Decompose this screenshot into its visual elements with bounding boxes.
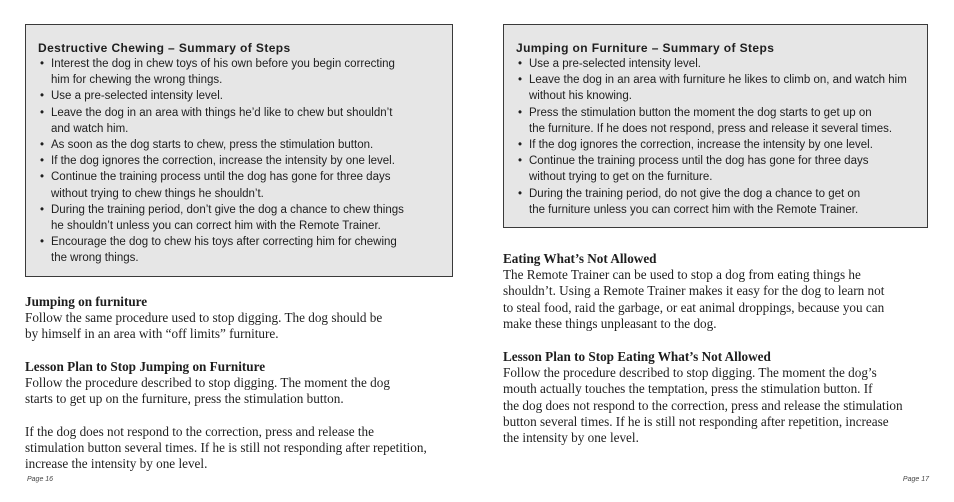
section-heading: Eating What’s Not Allowed: [503, 251, 657, 266]
destructive-chewing-summary-box: [25, 24, 453, 277]
page-number: Page 16: [27, 476, 54, 483]
section-body: The Remote Trainer can be used to stop a dog from eating things he shouldn’t. Using a Remote Trainer makes it easy for the dog to learn not to steal food, raid the garbage, or eat animal droppings, because you can make these things unpleasant to the dog.: [503, 267, 885, 331]
summary-step: • Interest the dog in chew toys of his own before you begin correcting him for chewing the wrong things.: [38, 56, 444, 88]
summary-step: • If the dog ignores the correction, increase the intensity by one level.: [38, 153, 444, 169]
section-heading: Lesson Plan to Stop Eating What’s Not Allowed: [503, 349, 771, 364]
summary-title: Destructive Chewing – Summary of Steps: [38, 41, 291, 55]
summary-step: • Press the stimulation button the moment the dog starts to get up on the furniture. If he does not respond, press and release it several times.: [516, 105, 919, 137]
summary-steps-list: [516, 56, 919, 218]
section-jumping-on-furniture: [25, 294, 445, 343]
section-repetition-note: [25, 424, 450, 473]
summary-step: • During the training period, don’t give the dog a chance to chew things he shouldn’t unless you can correct him with the Remote Trainer.: [38, 202, 444, 234]
summary-step: • As soon as the dog starts to chew, press the stimulation button.: [38, 137, 444, 153]
section-body: Follow the procedure described to stop digging. The moment the dog starts to get up on the furniture, press the stimulation button.: [25, 375, 390, 407]
summary-step: • Use a pre-selected intensity level.: [516, 56, 919, 72]
summary-step: • Leave the dog in an area with furniture he likes to climb on, and watch him without his knowing.: [516, 72, 919, 104]
section-eating-not-allowed: [503, 251, 928, 332]
page-number: Page 17: [902, 476, 929, 483]
summary-step: • During the training period, do not give the dog a chance to get on the furniture unless you can correct him with the Remote Trainer.: [516, 186, 919, 218]
summary-step: • Encourage the dog to chew his toys after correcting him for chewing the wrong things.: [38, 234, 444, 266]
summary-step: • If the dog ignores the correction, increase the intensity by one level.: [516, 137, 919, 153]
summary-title: Jumping on Furniture – Summary of Steps: [516, 41, 775, 55]
summary-step: • Continue the training process until the dog has gone for three days without trying to chew things he shouldn’t.: [38, 169, 444, 201]
section-heading: Lesson Plan to Stop Jumping on Furniture: [25, 359, 266, 374]
section-lesson-plan-jumping: [25, 359, 450, 408]
section-heading: Jumping on furniture: [25, 294, 148, 309]
summary-steps-list: [38, 56, 444, 267]
summary-step: • Leave the dog in an area with things he’d like to chew but shouldn’t and watch him.: [38, 105, 444, 137]
summary-step: • Use a pre-selected intensity level.: [38, 88, 444, 104]
section-lesson-plan-eating: [503, 349, 928, 446]
summary-step: • Continue the training process until the dog has gone for three days without trying to get on the furniture.: [516, 153, 919, 185]
section-body: Follow the same procedure used to stop digging. The dog should be by himself in an area with “off limits” furniture.: [25, 310, 383, 342]
section-body: Follow the procedure described to stop digging. The moment the dog’s mouth actually touches the temptation, press the stimulation button. If the dog does not respond to the correction, press and release the stimulation button several times. If he is still not responding after repetition, increase the intensity by one level.: [503, 365, 903, 446]
section-body: If the dog does not respond to the correction, press and release the stimulation button several times. If he is still not responding after repetition, increase the intensity by one level.: [25, 424, 427, 472]
jumping-on-furniture-summary-box: [503, 24, 928, 228]
